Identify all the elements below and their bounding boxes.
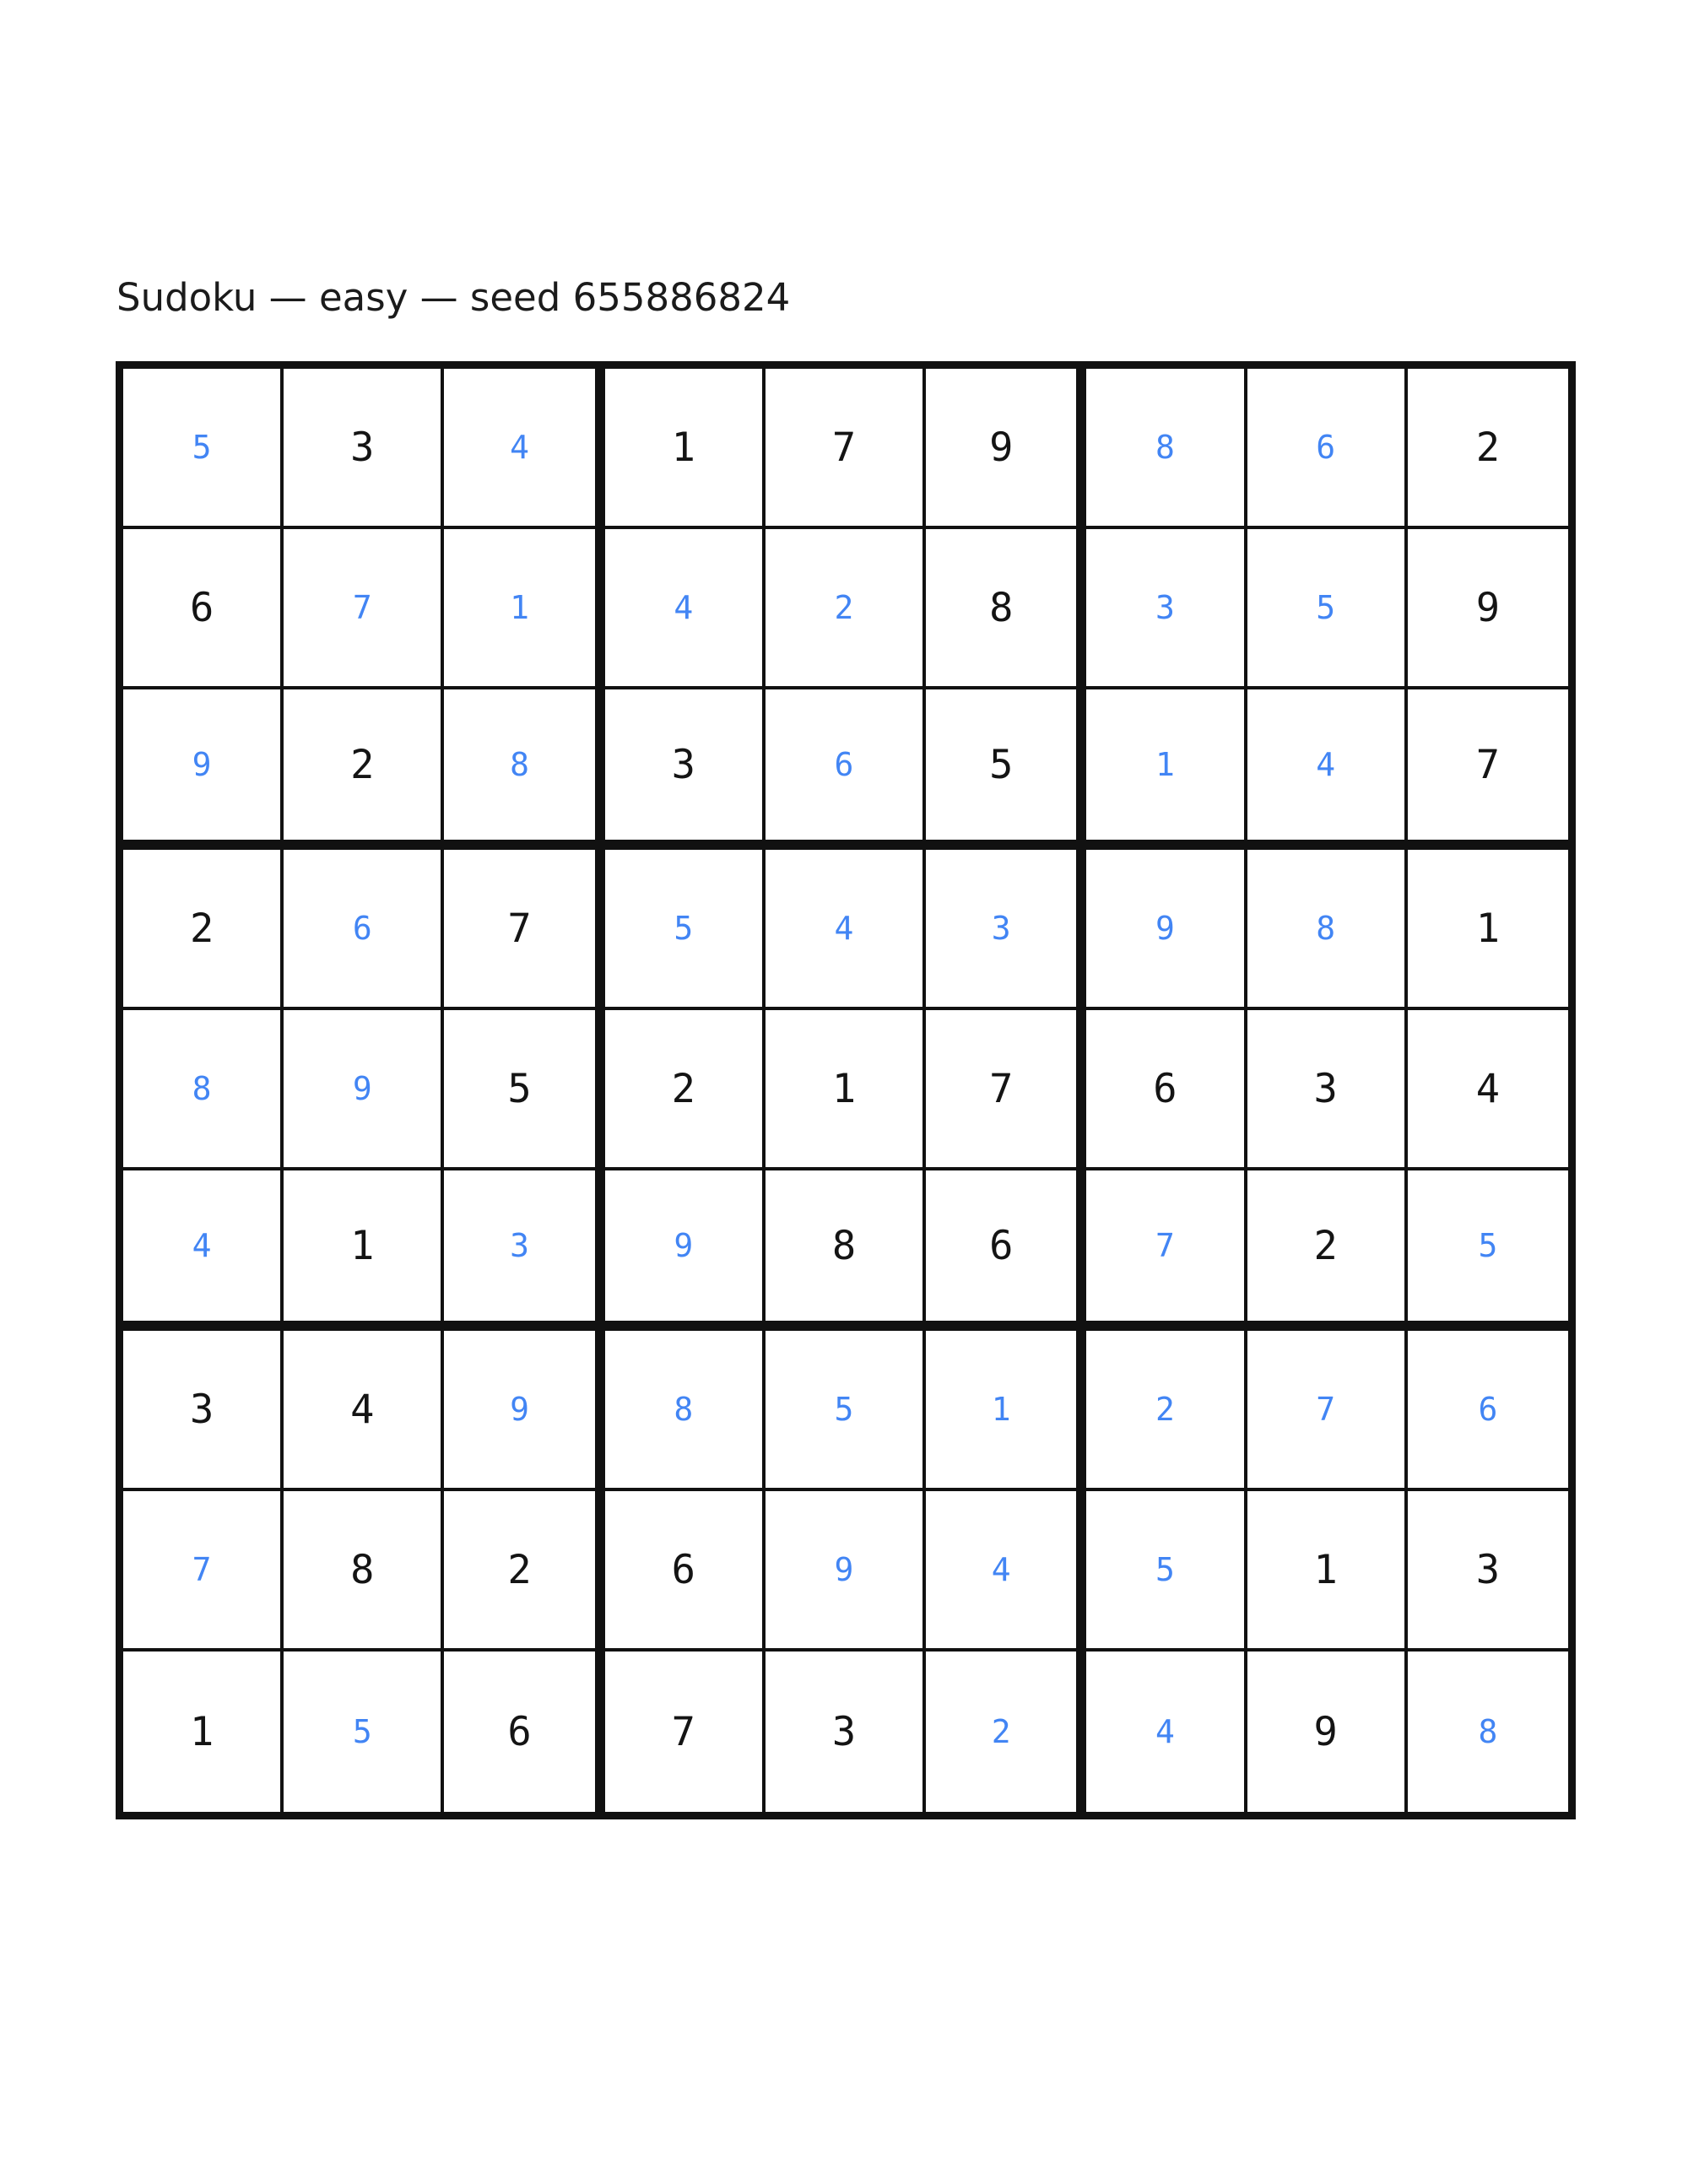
pencil-digit: 3: [510, 1227, 529, 1264]
pencil-digit: 1: [1155, 746, 1175, 783]
sudoku-cell-r3c3: [444, 689, 604, 850]
sudoku-cell-r2c8: [1247, 529, 1408, 689]
sudoku-cell-r8c6: [926, 1491, 1086, 1652]
sudoku-cell-r4c9: [1408, 850, 1568, 1010]
given-digit: 6: [1153, 1065, 1177, 1112]
pencil-digit: 6: [834, 746, 854, 783]
sudoku-cell-r7c9: [1408, 1331, 1568, 1491]
given-digit: 9: [1313, 1708, 1338, 1755]
sudoku-cell-r7c3: [444, 1331, 604, 1491]
sudoku-cell-r5c8: [1247, 1010, 1408, 1170]
given-digit: 3: [189, 1386, 214, 1433]
given-digit: 2: [671, 1065, 695, 1112]
pencil-digit: 6: [352, 910, 372, 947]
pencil-digit: 1: [510, 589, 529, 626]
pencil-digit: 7: [1316, 1391, 1336, 1428]
given-digit: 8: [989, 584, 1014, 631]
given-digit: 2: [1475, 424, 1501, 471]
sudoku-grid: [116, 361, 1576, 1819]
given-digit: 8: [350, 1546, 375, 1593]
sudoku-cell-r4c5: [766, 850, 926, 1010]
sudoku-cell-r2c5: [766, 529, 926, 689]
sudoku-cell-r4c1: [123, 850, 284, 1010]
sudoku-cell-r1c9: [1408, 369, 1568, 529]
sudoku-cell-r2c4: [605, 529, 766, 689]
sudoku-cell-r2c9: [1408, 529, 1568, 689]
pencil-digit: 1: [991, 1391, 1011, 1428]
given-digit: 9: [1475, 584, 1501, 631]
sudoku-cell-r6c9: [1408, 1170, 1568, 1331]
given-digit: 3: [671, 741, 695, 788]
given-digit: 3: [350, 424, 375, 471]
pencil-digit: 5: [352, 1713, 372, 1750]
pencil-digit: 5: [1316, 589, 1336, 626]
given-digit: 7: [671, 1708, 695, 1755]
puzzle-title: Sudoku — easy — seed 655886824: [116, 275, 791, 320]
given-digit: 6: [989, 1222, 1014, 1269]
sudoku-cell-r9c3: [444, 1652, 604, 1812]
pencil-digit: 9: [510, 1391, 529, 1428]
sudoku-cell-r3c7: [1086, 689, 1247, 850]
sudoku-cell-r1c3: [444, 369, 604, 529]
pencil-digit: 2: [1155, 1391, 1175, 1428]
sudoku-cell-r9c2: [284, 1652, 444, 1812]
given-digit: 3: [1475, 1546, 1501, 1593]
pencil-digit: 9: [674, 1227, 694, 1264]
sudoku-cell-r3c5: [766, 689, 926, 850]
sudoku-cell-r7c5: [766, 1331, 926, 1491]
sudoku-cell-r1c6: [926, 369, 1086, 529]
sudoku-cell-r7c4: [605, 1331, 766, 1491]
sudoku-cell-r2c1: [123, 529, 284, 689]
given-digit: 4: [350, 1386, 375, 1433]
pencil-digit: 4: [1155, 1713, 1175, 1750]
sudoku-cell-r4c4: [605, 850, 766, 1010]
given-digit: 1: [1313, 1546, 1338, 1593]
sudoku-cell-r7c6: [926, 1331, 1086, 1491]
pencil-digit: 8: [1155, 429, 1175, 466]
given-digit: 8: [831, 1222, 857, 1269]
pencil-digit: 4: [510, 429, 529, 466]
pencil-digit: 9: [834, 1551, 854, 1588]
sudoku-cell-r5c9: [1408, 1010, 1568, 1170]
sudoku-cell-r9c8: [1247, 1652, 1408, 1812]
pencil-digit: 8: [674, 1391, 694, 1428]
pencil-digit: 3: [1155, 589, 1175, 626]
given-digit: 6: [671, 1546, 695, 1593]
given-digit: 1: [350, 1222, 375, 1269]
sudoku-cell-r7c1: [123, 1331, 284, 1491]
sudoku-cell-r8c1: [123, 1491, 284, 1652]
given-digit: 5: [507, 1065, 532, 1112]
sudoku-cell-r6c1: [123, 1170, 284, 1331]
given-digit: 3: [831, 1708, 857, 1755]
sudoku-cell-r6c2: [284, 1170, 444, 1331]
pencil-digit: 4: [674, 589, 694, 626]
sudoku-cell-r5c7: [1086, 1010, 1247, 1170]
sudoku-cell-r8c9: [1408, 1491, 1568, 1652]
given-digit: 3: [1313, 1065, 1338, 1112]
given-digit: 9: [989, 424, 1014, 471]
given-digit: 7: [507, 905, 532, 952]
pencil-digit: 8: [1316, 910, 1336, 947]
sudoku-cell-r2c3: [444, 529, 604, 689]
sudoku-cell-r5c5: [766, 1010, 926, 1170]
sudoku-cell-r8c7: [1086, 1491, 1247, 1652]
sudoku-cell-r3c4: [605, 689, 766, 850]
sudoku-cell-r4c7: [1086, 850, 1247, 1010]
pencil-digit: 4: [1316, 746, 1336, 783]
sudoku-cell-r3c1: [123, 689, 284, 850]
sudoku-cell-r1c5: [766, 369, 926, 529]
sudoku-cell-r2c7: [1086, 529, 1247, 689]
pencil-digit: 4: [834, 910, 854, 947]
sudoku-cell-r3c2: [284, 689, 444, 850]
sudoku-cell-r5c3: [444, 1010, 604, 1170]
pencil-digit: 6: [1478, 1391, 1498, 1428]
given-digit: 1: [189, 1708, 214, 1755]
pencil-digit: 5: [834, 1391, 854, 1428]
sudoku-cell-r5c6: [926, 1010, 1086, 1170]
sudoku-cell-r4c6: [926, 850, 1086, 1010]
given-digit: 6: [507, 1708, 532, 1755]
sudoku-cell-r8c8: [1247, 1491, 1408, 1652]
sudoku-cell-r2c2: [284, 529, 444, 689]
given-digit: 7: [1475, 741, 1501, 788]
given-digit: 1: [831, 1065, 857, 1112]
pencil-digit: 5: [1155, 1551, 1175, 1588]
sudoku-cell-r7c8: [1247, 1331, 1408, 1491]
sudoku-cell-r9c7: [1086, 1652, 1247, 1812]
sudoku-cell-r1c4: [605, 369, 766, 529]
pencil-digit: 5: [192, 429, 212, 466]
pencil-digit: 5: [1478, 1227, 1498, 1264]
pencil-digit: 5: [674, 910, 694, 947]
pencil-digit: 9: [1155, 910, 1175, 947]
pencil-digit: 9: [192, 746, 212, 783]
sudoku-cell-r1c1: [123, 369, 284, 529]
given-digit: 5: [989, 741, 1014, 788]
sudoku-cell-r2c6: [926, 529, 1086, 689]
sudoku-cell-r7c2: [284, 1331, 444, 1491]
sudoku-cell-r9c5: [766, 1652, 926, 1812]
sudoku-cell-r6c7: [1086, 1170, 1247, 1331]
sudoku-cell-r8c3: [444, 1491, 604, 1652]
pencil-digit: 2: [834, 589, 854, 626]
pencil-digit: 2: [991, 1713, 1011, 1750]
sudoku-cell-r8c5: [766, 1491, 926, 1652]
sudoku-cell-r6c3: [444, 1170, 604, 1331]
pencil-digit: 7: [352, 589, 372, 626]
pencil-digit: 9: [352, 1070, 372, 1107]
sudoku-cell-r6c8: [1247, 1170, 1408, 1331]
pencil-digit: 4: [192, 1227, 212, 1264]
sudoku-cell-r1c2: [284, 369, 444, 529]
given-digit: 2: [507, 1546, 532, 1593]
given-digit: 2: [350, 741, 375, 788]
sudoku-cell-r3c8: [1247, 689, 1408, 850]
given-digit: 1: [1475, 905, 1501, 952]
given-digit: 6: [189, 584, 214, 631]
sudoku-cell-r3c6: [926, 689, 1086, 850]
sudoku-cell-r6c4: [605, 1170, 766, 1331]
given-digit: 4: [1475, 1065, 1501, 1112]
sudoku-cell-r5c2: [284, 1010, 444, 1170]
pencil-digit: 6: [1316, 429, 1336, 466]
given-digit: 7: [831, 424, 857, 471]
sudoku-cell-r5c4: [605, 1010, 766, 1170]
sudoku-cell-r8c4: [605, 1491, 766, 1652]
sudoku-cell-r4c8: [1247, 850, 1408, 1010]
pencil-digit: 7: [192, 1551, 212, 1588]
pencil-digit: 8: [510, 746, 529, 783]
sudoku-cell-r6c5: [766, 1170, 926, 1331]
given-digit: 7: [989, 1065, 1014, 1112]
sudoku-cell-r9c4: [605, 1652, 766, 1812]
given-digit: 2: [189, 905, 214, 952]
pencil-digit: 7: [1155, 1227, 1175, 1264]
sudoku-cell-r4c2: [284, 850, 444, 1010]
sudoku-cell-r6c6: [926, 1170, 1086, 1331]
sudoku-cell-r3c9: [1408, 689, 1568, 850]
pencil-digit: 3: [991, 910, 1011, 947]
sudoku-cell-r9c9: [1408, 1652, 1568, 1812]
pencil-digit: 8: [1478, 1713, 1498, 1750]
pencil-digit: 4: [991, 1551, 1011, 1588]
sudoku-cell-r4c3: [444, 850, 604, 1010]
pencil-digit: 8: [192, 1070, 212, 1107]
sudoku-cell-r7c7: [1086, 1331, 1247, 1491]
given-digit: 1: [671, 424, 695, 471]
sudoku-cell-r9c6: [926, 1652, 1086, 1812]
sudoku-cell-r9c1: [123, 1652, 284, 1812]
sudoku-cell-r5c1: [123, 1010, 284, 1170]
given-digit: 2: [1313, 1222, 1338, 1269]
sudoku-cell-r1c7: [1086, 369, 1247, 529]
sudoku-cell-r8c2: [284, 1491, 444, 1652]
sudoku-cell-r1c8: [1247, 369, 1408, 529]
